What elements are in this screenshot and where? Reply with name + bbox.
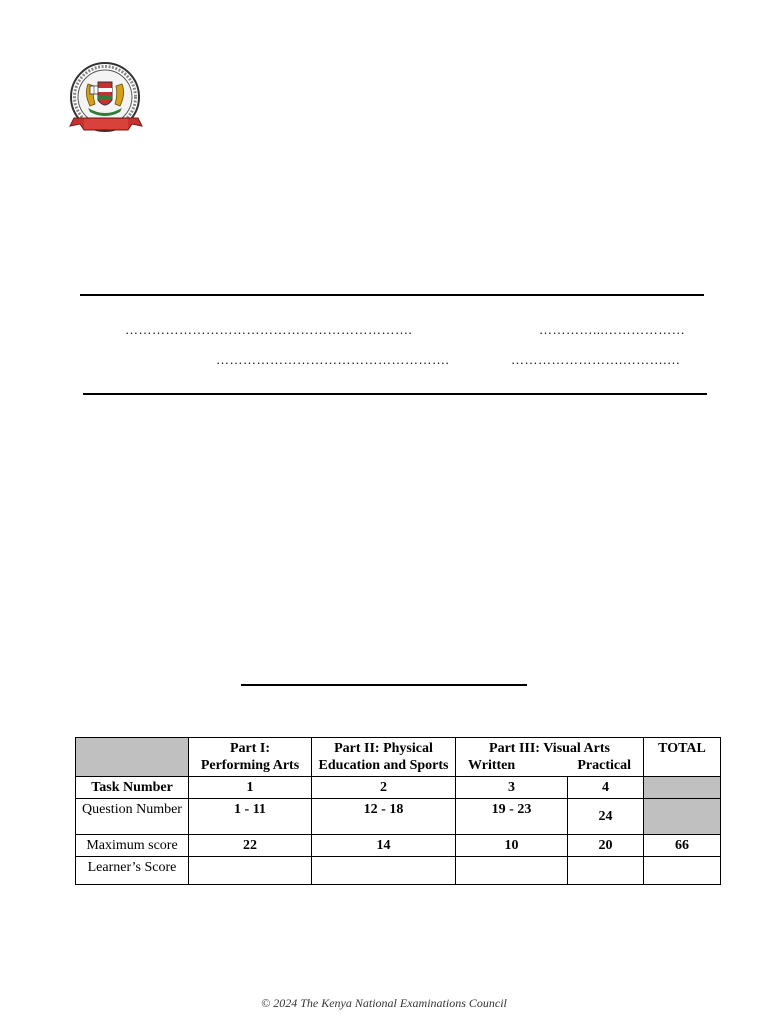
part3-subheaders xyxy=(458,757,641,774)
question-number-label: Question Number xyxy=(76,799,189,835)
part1-title: Part I: xyxy=(229,741,271,756)
question-total-blank xyxy=(644,799,721,835)
learner-score-total[interactable] xyxy=(644,857,721,885)
part3-practical-label: Practical xyxy=(577,758,632,773)
question-number-row xyxy=(76,799,721,835)
candidate-field-dots-4: …………………….……….… xyxy=(511,352,681,367)
part2-title: Part II: Physical xyxy=(334,741,433,756)
question-range-3: 19 - 23 xyxy=(456,799,568,835)
max-score-2: 14 xyxy=(312,835,456,857)
part3-header xyxy=(456,738,644,777)
task-4: 4 xyxy=(568,777,644,799)
score-table xyxy=(75,737,721,885)
task-number-label: Task Number xyxy=(76,777,189,799)
candidate-field-dots-2: …………...……………… xyxy=(539,322,686,337)
part3-written-label: Written xyxy=(468,758,516,773)
task-2: 2 xyxy=(312,777,456,799)
task-number-row xyxy=(76,777,721,799)
learner-score-label: Learner’s Score xyxy=(76,857,189,885)
candidate-field-dots-1: ………………………………………………………. xyxy=(125,322,413,337)
max-score-1: 22 xyxy=(189,835,312,857)
part1-header xyxy=(189,738,312,777)
bottom-divider-line xyxy=(83,393,707,395)
candidate-field-dots-3: ……………………………………………. xyxy=(216,352,450,367)
max-score-3: 10 xyxy=(456,835,568,857)
task-total-blank xyxy=(644,777,721,799)
part2-subtitle: Education and Sports xyxy=(318,758,449,773)
max-score-total: 66 xyxy=(644,835,721,857)
header-blank-cell xyxy=(76,738,189,777)
maximum-score-row xyxy=(76,835,721,857)
examiner-heading-underline xyxy=(241,684,527,686)
part1-subtitle: Performing Arts xyxy=(200,758,300,773)
learner-score-row xyxy=(76,857,721,885)
task-3: 3 xyxy=(456,777,568,799)
part3-title: Part III: Visual Arts xyxy=(489,741,610,756)
total-header: TOTAL xyxy=(644,738,721,777)
table-header-row xyxy=(76,738,721,777)
maximum-score-label: Maximum score xyxy=(76,835,189,857)
max-score-4: 20 xyxy=(568,835,644,857)
question-range-1: 1 - 11 xyxy=(189,799,312,835)
learner-score-2[interactable] xyxy=(312,857,456,885)
task-1: 1 xyxy=(189,777,312,799)
learner-score-1[interactable] xyxy=(189,857,312,885)
learner-score-3[interactable] xyxy=(456,857,568,885)
top-divider-line xyxy=(80,294,704,296)
question-range-4: 24 xyxy=(568,799,644,835)
question-range-2: 12 - 18 xyxy=(312,799,456,835)
learner-score-4[interactable] xyxy=(568,857,644,885)
part2-header xyxy=(312,738,456,777)
kenya-coat-of-arms-icon xyxy=(68,60,146,144)
copyright-footer: © 2024 The Kenya National Examinations Council xyxy=(261,996,507,1010)
